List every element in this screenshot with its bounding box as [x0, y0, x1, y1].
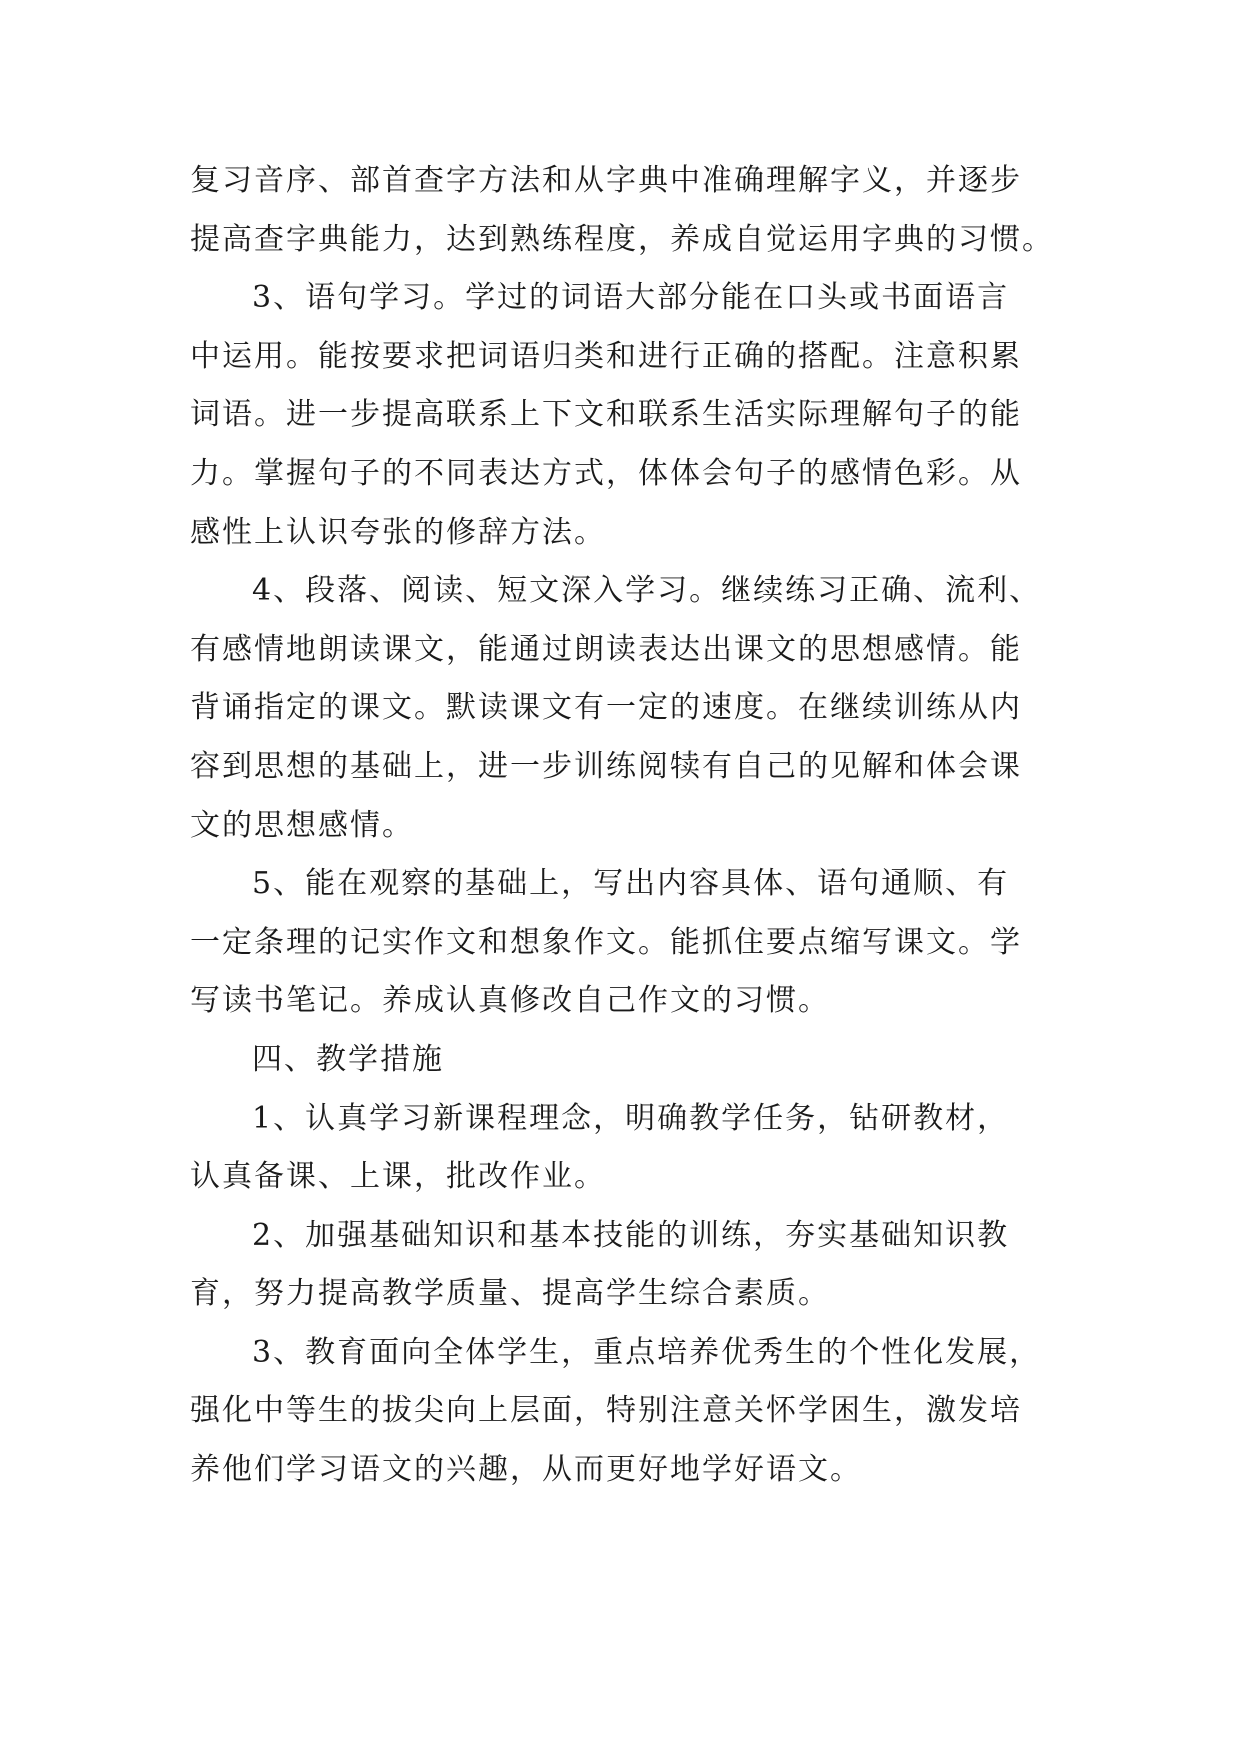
paragraph-start-line: 2、加强基础知识和基本技能的训练，夯实基础知识教: [252, 1217, 1010, 1253]
text-line: 复习音序、部首查字方法和从字典中准确理解字义，并逐步: [190, 163, 1022, 198]
text-line: 词语。进一步提高联系上下文和联系生活实际理解句子的能: [190, 397, 1022, 433]
text-line: 文的思想感情。: [190, 807, 414, 843]
text-line: 育，努力提高教学质量、提高学生综合素质。: [190, 1276, 830, 1312]
paragraph-start-line: 3、教育面向全体学生，重点培养优秀生的个性化发展，: [252, 1334, 1042, 1370]
paragraph-start-line: 3、语句学习。学过的词语大部分能在口头或书面语言: [252, 280, 1010, 316]
text-line: 有感情地朗读课文，能通过朗读表达出课文的思想感情。能: [190, 631, 1022, 667]
text-line: 养他们学习语文的兴趣，从而更好地学好语文。: [190, 1452, 862, 1488]
paragraph-start-line: 1、认真学习新课程理念，明确教学任务，钻研教材，: [252, 1100, 1010, 1136]
text-line: 强化中等生的拔尖向上层面，特别注意关怀学困生，激发培: [190, 1393, 1022, 1429]
text-line: 背诵指定的课文。默读课文有一定的速度。在继续训练从内: [190, 690, 1022, 726]
paragraph-start-line: 5、能在观察的基础上，写出内容具体、语句通顺、有: [252, 866, 1010, 902]
text-line: 提高查字典能力，达到熟练程度，养成自觉运用字典的习惯。: [190, 221, 1054, 257]
paragraph-start-line: 4、段落、阅读、短文深入学习。继续练习正确、流利、: [252, 573, 1042, 609]
text-line: 感性上认识夸张的修辞方法。: [190, 514, 606, 550]
text-line: 容到思想的基础上，进一步训练阅犊有自己的见解和体会课: [190, 748, 1022, 784]
text-line: 中运用。能按要求把词语归类和进行正确的搭配。注意积累: [190, 338, 1022, 374]
text-line: 认真备课、上课，批改作业。: [190, 1159, 606, 1195]
text-line: 写读书笔记。养成认真修改自己作文的习惯。: [190, 983, 830, 1019]
document-body: [190, 152, 1060, 1500]
section-heading: 四、教学措施: [252, 1041, 444, 1077]
text-line: 一定条理的记实作文和想象作文。能抓住要点缩写课文。学: [190, 924, 1022, 960]
text-line: 力。掌握句子的不同表达方式，体体会句子的感情色彩。从: [190, 455, 1022, 491]
